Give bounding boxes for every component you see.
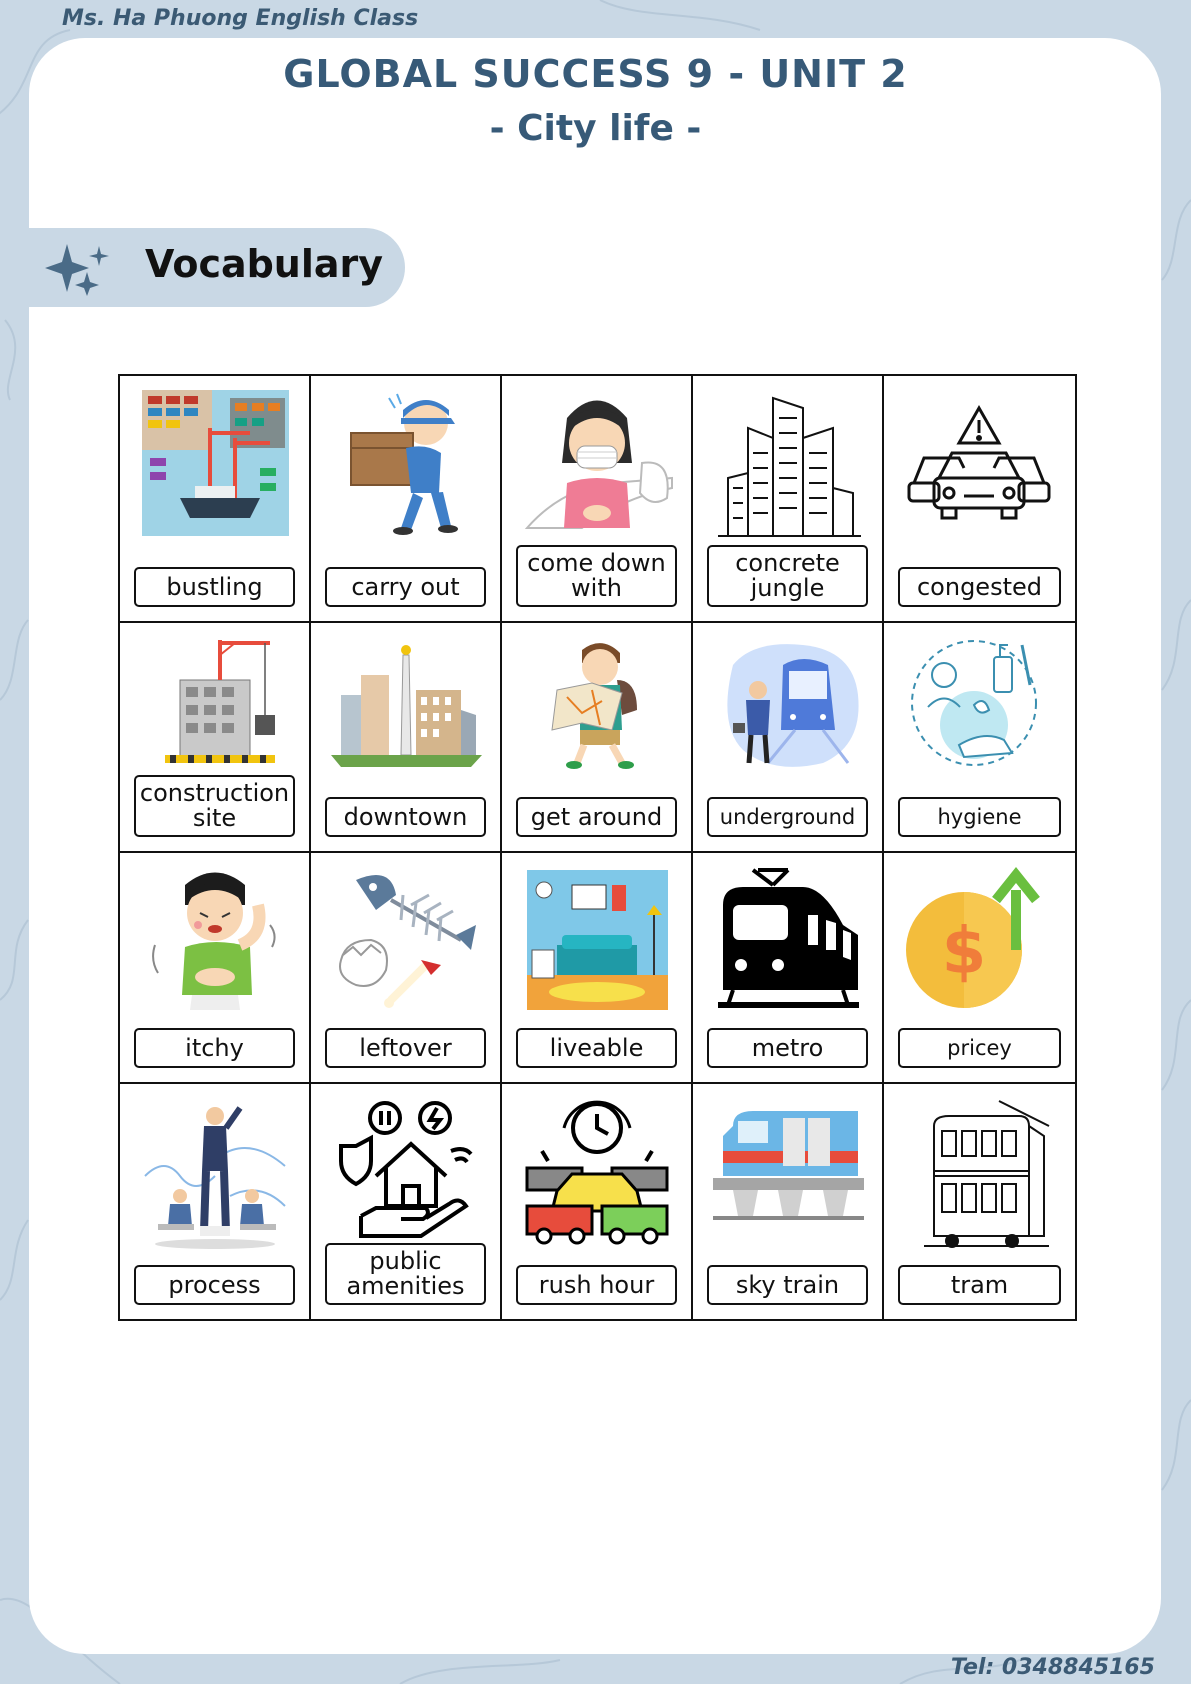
vocab-card <box>120 376 311 623</box>
page-subtitle: - City life - <box>489 108 702 149</box>
vocab-word: leftover <box>325 1028 486 1068</box>
vocab-card <box>311 1084 502 1319</box>
vocab-card <box>693 1084 884 1319</box>
vocab-word: metro <box>707 1028 868 1068</box>
hygiene-icon <box>904 635 1055 770</box>
vocab-word: downtown <box>325 797 486 837</box>
vocab-card <box>502 853 693 1084</box>
vocab-word: come down with <box>516 545 677 607</box>
vocab-word: itchy <box>134 1028 295 1068</box>
worker-carrying-box-icon <box>331 388 482 538</box>
traffic-jam-warning-icon <box>904 388 1055 538</box>
vocab-word: concrete jungle <box>707 545 868 607</box>
vocab-word: congested <box>898 567 1061 607</box>
itchy-boy-icon <box>140 865 291 1015</box>
fish-bones-icon <box>331 865 482 1015</box>
vocab-word: construction site <box>134 775 295 837</box>
vocab-card <box>884 623 1075 853</box>
living-room-icon <box>522 865 673 1015</box>
metro-train-icon <box>713 865 864 1015</box>
vocab-word: underground <box>707 797 868 837</box>
vocab-word: process <box>134 1265 295 1305</box>
vocab-word: liveable <box>516 1028 677 1068</box>
vocab-card <box>884 1084 1075 1319</box>
vocab-card <box>884 853 1075 1084</box>
vocab-card <box>693 853 884 1084</box>
vocab-card <box>120 853 311 1084</box>
city-center-icon <box>331 635 482 770</box>
vocab-word: tram <box>898 1265 1061 1305</box>
page-title: GLOBAL SUCCESS 9 - UNIT 2 <box>283 52 908 96</box>
vocab-word: carry out <box>325 567 486 607</box>
vocab-card <box>693 376 884 623</box>
boy-with-map-icon <box>522 635 673 770</box>
vocab-card <box>693 623 884 853</box>
elevated-train-icon <box>713 1096 864 1246</box>
vocab-card <box>311 623 502 853</box>
building-crane-icon <box>140 635 291 770</box>
vocabulary-grid <box>118 374 1077 1321</box>
vocab-card <box>120 1084 311 1319</box>
vocab-card <box>311 853 502 1084</box>
section-label: Vocabulary <box>145 242 384 286</box>
skyscrapers-icon <box>713 388 864 538</box>
vocab-word: rush hour <box>516 1265 677 1305</box>
vocab-word: bustling <box>134 567 295 607</box>
vocab-card <box>120 623 311 853</box>
sick-girl-mask-icon <box>522 388 673 538</box>
vocab-card <box>311 376 502 623</box>
busy-harbour-icon <box>140 388 291 538</box>
vocab-card <box>502 1084 693 1319</box>
vocab-card <box>884 376 1075 623</box>
clock-traffic-icon <box>522 1096 673 1246</box>
business-process-icon <box>140 1096 291 1251</box>
house-in-hand-icon <box>331 1096 482 1241</box>
vocab-word: public amenities <box>325 1243 486 1305</box>
section-heading <box>29 228 405 307</box>
svg-text:$: $ <box>941 915 987 989</box>
sparkle-icon <box>41 240 117 296</box>
contact-phone: Tel: 0348845165 <box>950 1655 1155 1680</box>
double-decker-tram-icon <box>904 1096 1055 1251</box>
subway-train-icon <box>713 635 864 770</box>
vocab-card <box>502 376 693 623</box>
vocab-word: sky train <box>707 1265 868 1305</box>
vocab-card <box>502 623 693 853</box>
vocab-word: hygiene <box>898 797 1061 837</box>
brand-label: Ms. Ha Phuong English Class <box>62 6 419 31</box>
rising-price-icon <box>904 865 1055 1015</box>
vocab-word: get around <box>516 797 677 837</box>
vocab-word: pricey <box>898 1028 1061 1068</box>
